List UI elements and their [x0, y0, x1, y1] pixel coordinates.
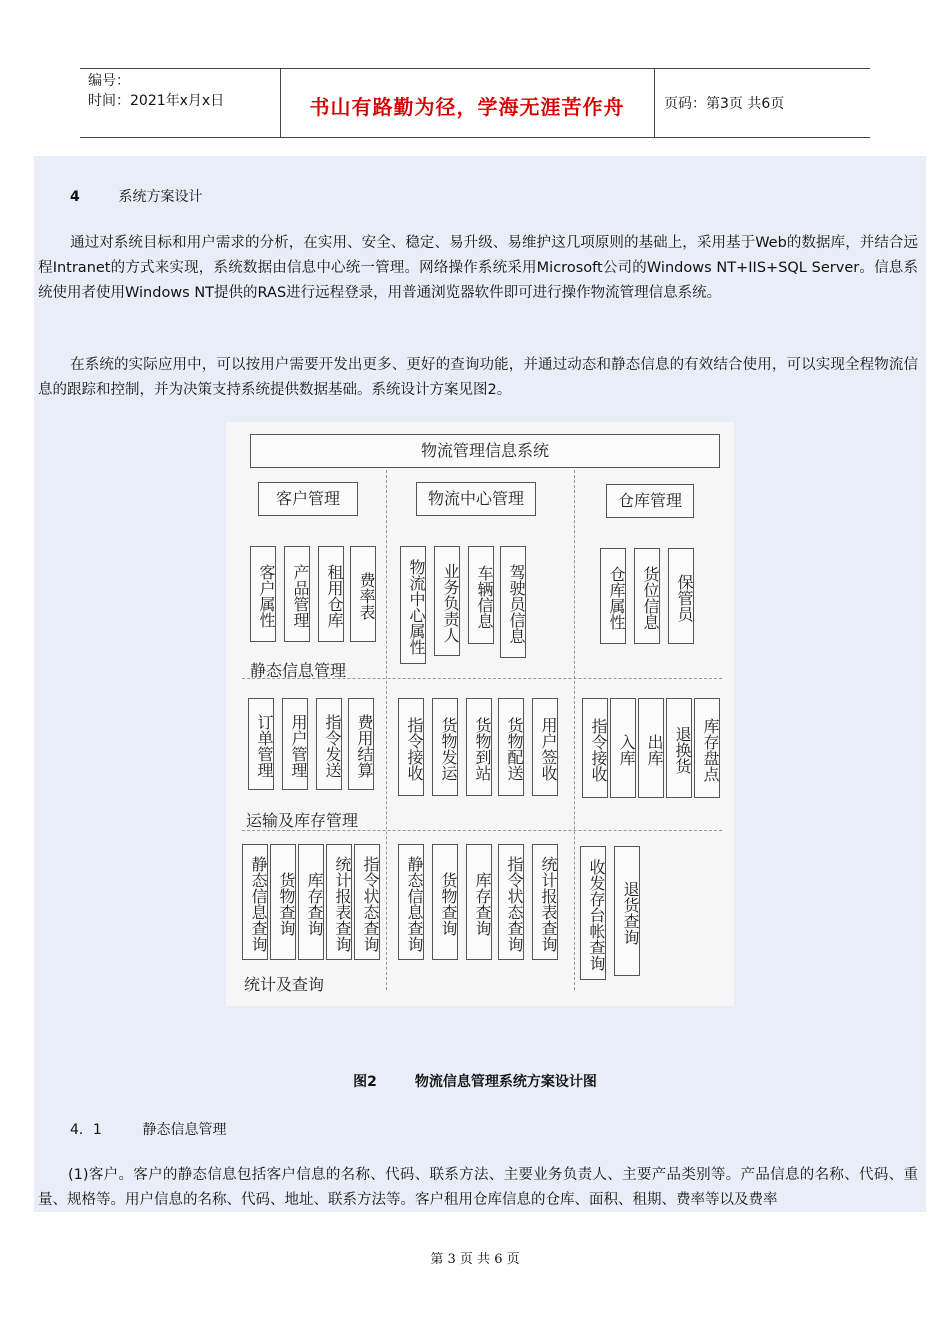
time-label: 时间：2021年x月x日 — [88, 93, 225, 109]
diagram-node: 货物发运 — [432, 698, 458, 796]
system-diagram — [226, 422, 734, 1006]
diagram-node: 指令接收 — [398, 698, 424, 796]
diagram-node: 费用结算 — [348, 698, 374, 790]
diagram-node: 货物查询 — [270, 844, 296, 960]
paragraph-text: 在系统的实际应用中，可以按用户需要开发出更多、更好的查询功能，并通过动态和静态信息的有效结合使用，可以实现全程物流信息的跟踪和控制，并为决策支持系统提供数据基础。系统设计方案见图2。 — [38, 357, 918, 398]
diagram-node: 货位信息 — [634, 548, 660, 644]
diagram-node: 入库 — [610, 698, 636, 798]
paragraph — [38, 231, 918, 306]
diagram-node: 用户管理 — [282, 698, 308, 790]
diagram-node: 客户属性 — [250, 546, 276, 642]
section-heading — [70, 186, 202, 206]
header-motto: 书山有路勤为径，学海无涯苦作舟 — [309, 95, 625, 119]
paragraph-text: (1)客户。客户的静态信息包括客户信息的名称、代码、联系方法、主要业务负责人、主要产品类别等。产品信息的名称、代码、重量、规格等。用户信息的名称、代码、地址、联系方法等。客户租用仓库信息的仓库、面积、租期、费率等以及费率 — [38, 1167, 918, 1208]
diagram-node: 静态信息查询 — [398, 844, 424, 960]
diagram-node: 货物到站 — [466, 698, 492, 796]
diagram-row-label: 统计及查询 — [244, 975, 325, 994]
diagram-node: 统计报表查询 — [532, 844, 558, 960]
diagram-title: 物流管理信息系统 — [250, 434, 720, 468]
number-label: 编号： — [88, 73, 130, 89]
figure-caption — [0, 1071, 950, 1091]
paragraph-text: 通过对系统目标和用户需求的分析，在实用、安全、稳定、易升级、易维护这几项原则的基础上，采用基于Web的数据库，并结合远程Intranet的方式来实现，系统数据由信息中心统一管理。网络操作系统采用Microsoft公司的Windows NT+IIS+SQL Server。信息系统使用者使用Windows NT提供的RAS进行远程登录，用普通浏览器软件即可进行操作物流管理信息系统。 — [38, 235, 918, 301]
header-meta — [88, 71, 278, 111]
page-footer: 第 3 页 共 6 页 — [430, 1252, 520, 1267]
subsection-title: 静态信息管理 — [142, 1122, 227, 1138]
diagram-separator — [386, 470, 387, 990]
subsection-heading — [70, 1119, 226, 1139]
diagram-node: 驾驶员信息 — [500, 546, 526, 658]
diagram-group-center: 物流中心管理 — [416, 482, 536, 516]
figure-title: 物流信息管理系统方案设计图 — [414, 1074, 597, 1090]
diagram-node: 指令发送 — [316, 698, 342, 790]
diagram-node: 退货查询 — [614, 846, 640, 976]
paragraph — [38, 353, 918, 403]
diagram-separator — [574, 470, 575, 990]
section-title: 系统方案设计 — [118, 189, 203, 205]
diagram-node: 业务负责人 — [434, 546, 460, 656]
diagram-node: 产品管理 — [284, 546, 310, 642]
diagram-node: 收发存台帐查询 — [580, 846, 606, 980]
diagram-node: 指令接收 — [582, 698, 608, 798]
diagram-node: 货物查询 — [432, 844, 458, 960]
paragraph — [38, 1163, 918, 1213]
diagram-node: 指令状态查询 — [354, 844, 380, 960]
diagram-group-customer: 客户管理 — [258, 482, 358, 516]
diagram-node: 租用仓库 — [318, 546, 344, 642]
diagram-node: 静态信息查询 — [242, 844, 268, 960]
diagram-node: 物流中心属性 — [400, 546, 426, 664]
diagram-row-label: 静态信息管理 — [250, 661, 347, 680]
diagram-group-warehouse: 仓库管理 — [606, 484, 694, 518]
diagram-node: 退换货 — [666, 698, 692, 798]
diagram-row-label: 运输及库存管理 — [246, 811, 359, 830]
diagram-node: 货物配送 — [498, 698, 524, 796]
section-number: 4 — [70, 189, 80, 205]
diagram-node: 仓库属性 — [600, 548, 626, 644]
header-page-label: 页码：第3页 共6页 — [664, 96, 785, 112]
header-divider — [280, 69, 281, 137]
diagram-node: 库存查询 — [466, 844, 492, 960]
diagram-node: 用户签收 — [532, 698, 558, 796]
figure-number: 图2 — [353, 1074, 377, 1090]
diagram-node: 指令状态查询 — [498, 844, 524, 960]
subsection-number: 4．1 — [70, 1122, 102, 1138]
diagram-node: 保管员 — [668, 548, 694, 644]
diagram-node: 车辆信息 — [468, 546, 494, 644]
diagram-node: 费率表 — [350, 546, 376, 642]
diagram-node: 订单管理 — [248, 698, 274, 790]
header-divider — [654, 69, 655, 137]
diagram-node: 库存盘点 — [694, 698, 720, 798]
diagram-node: 统计报表查询 — [326, 844, 352, 960]
diagram-node: 库存查询 — [298, 844, 324, 960]
page-header — [80, 68, 870, 138]
diagram-node: 出库 — [638, 698, 664, 798]
